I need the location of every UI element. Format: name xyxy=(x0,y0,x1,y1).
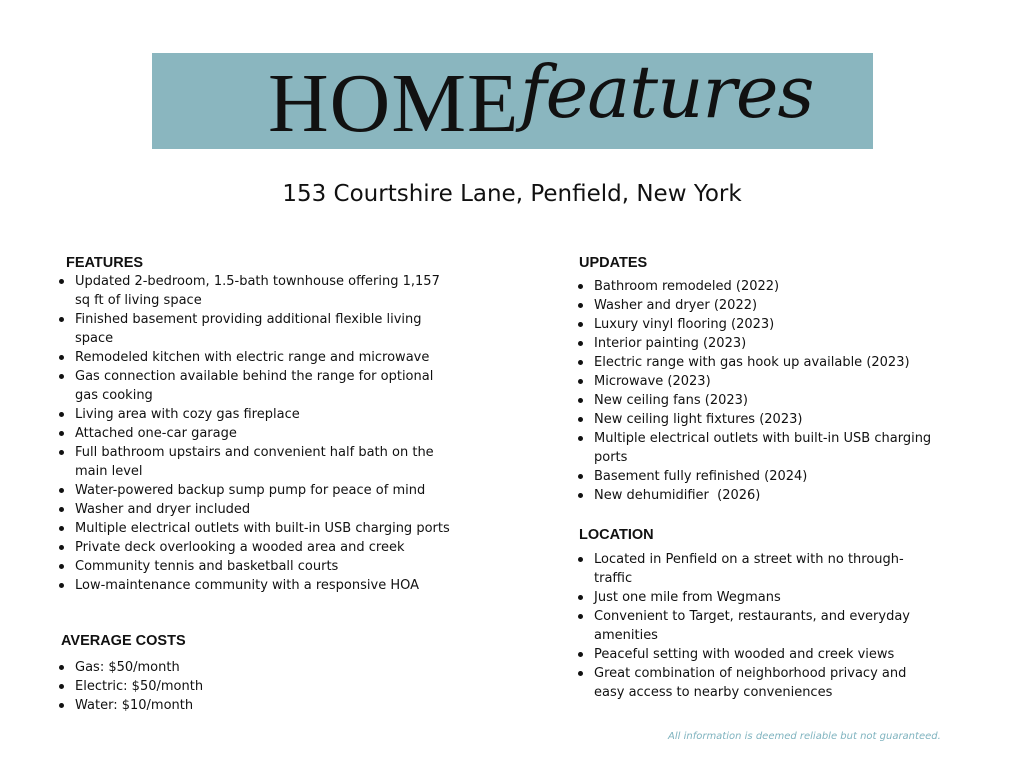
list-item: Water-powered backup sump pump for peace of mind xyxy=(58,481,458,500)
list-item: Interior painting (2023) xyxy=(577,334,937,353)
list-item: Located in Penfield on a street with no through-traffic xyxy=(577,550,937,588)
list-item: Gas connection available behind the range for optional gas cooking xyxy=(58,367,458,405)
list-item: New ceiling fans (2023) xyxy=(577,391,937,410)
average-costs-list xyxy=(58,658,458,715)
list-item: Multiple electrical outlets with built-in USB charging ports xyxy=(577,429,937,467)
list-item: Microwave (2023) xyxy=(577,372,937,391)
list-item: Peaceful setting with wooded and creek views xyxy=(577,645,937,664)
location-list xyxy=(577,550,937,702)
list-item: Electric: $50/month xyxy=(58,677,458,696)
list-item: Multiple electrical outlets with built-in USB charging ports xyxy=(58,519,458,538)
property-address: 153 Courtshire Lane, Penfield, New York xyxy=(282,181,742,207)
features-heading: FEATURES xyxy=(66,255,144,271)
list-item: Water: $10/month xyxy=(58,696,458,715)
list-item: Luxury vinyl flooring (2023) xyxy=(577,315,937,334)
list-item: Low-maintenance community with a responsive HOA xyxy=(58,576,458,595)
list-item: Electric range with gas hook up available (2023) xyxy=(577,353,937,372)
list-item: New ceiling light fixtures (2023) xyxy=(577,410,937,429)
list-item: Community tennis and basketball courts xyxy=(58,557,458,576)
list-item: Living area with cozy gas fireplace xyxy=(58,405,458,424)
list-item: Full bathroom upstairs and convenient half bath on the main level xyxy=(58,443,458,481)
features-list xyxy=(58,272,458,595)
list-item: New dehumidifier (2026) xyxy=(577,486,937,505)
list-item: Updated 2-bedroom, 1.5-bath townhouse offering 1,157 sq ft of living space xyxy=(58,272,458,310)
updates-list xyxy=(577,277,937,505)
list-item: Attached one-car garage xyxy=(58,424,458,443)
title-features-script: features xyxy=(520,50,814,134)
title-home: HOME xyxy=(268,57,520,150)
updates-heading: UPDATES xyxy=(579,255,648,271)
list-item: Washer and dryer (2022) xyxy=(577,296,937,315)
disclaimer-text: All information is deemed reliable but not guaranteed. xyxy=(668,731,941,742)
list-item: Bathroom remodeled (2022) xyxy=(577,277,937,296)
average-costs-heading: AVERAGE COSTS xyxy=(61,633,186,649)
list-item: Remodeled kitchen with electric range and microwave xyxy=(58,348,458,367)
list-item: Great combination of neighborhood privacy and easy access to nearby conveniences xyxy=(577,664,937,702)
list-item: Just one mile from Wegmans xyxy=(577,588,937,607)
list-item: Private deck overlooking a wooded area and creek xyxy=(58,538,458,557)
list-item: Basement fully refinished (2024) xyxy=(577,467,937,486)
location-heading: LOCATION xyxy=(579,527,654,543)
list-item: Finished basement providing additional flexible living space xyxy=(58,310,458,348)
list-item: Washer and dryer included xyxy=(58,500,458,519)
list-item: Gas: $50/month xyxy=(58,658,458,677)
list-item: Convenient to Target, restaurants, and everyday amenities xyxy=(577,607,937,645)
